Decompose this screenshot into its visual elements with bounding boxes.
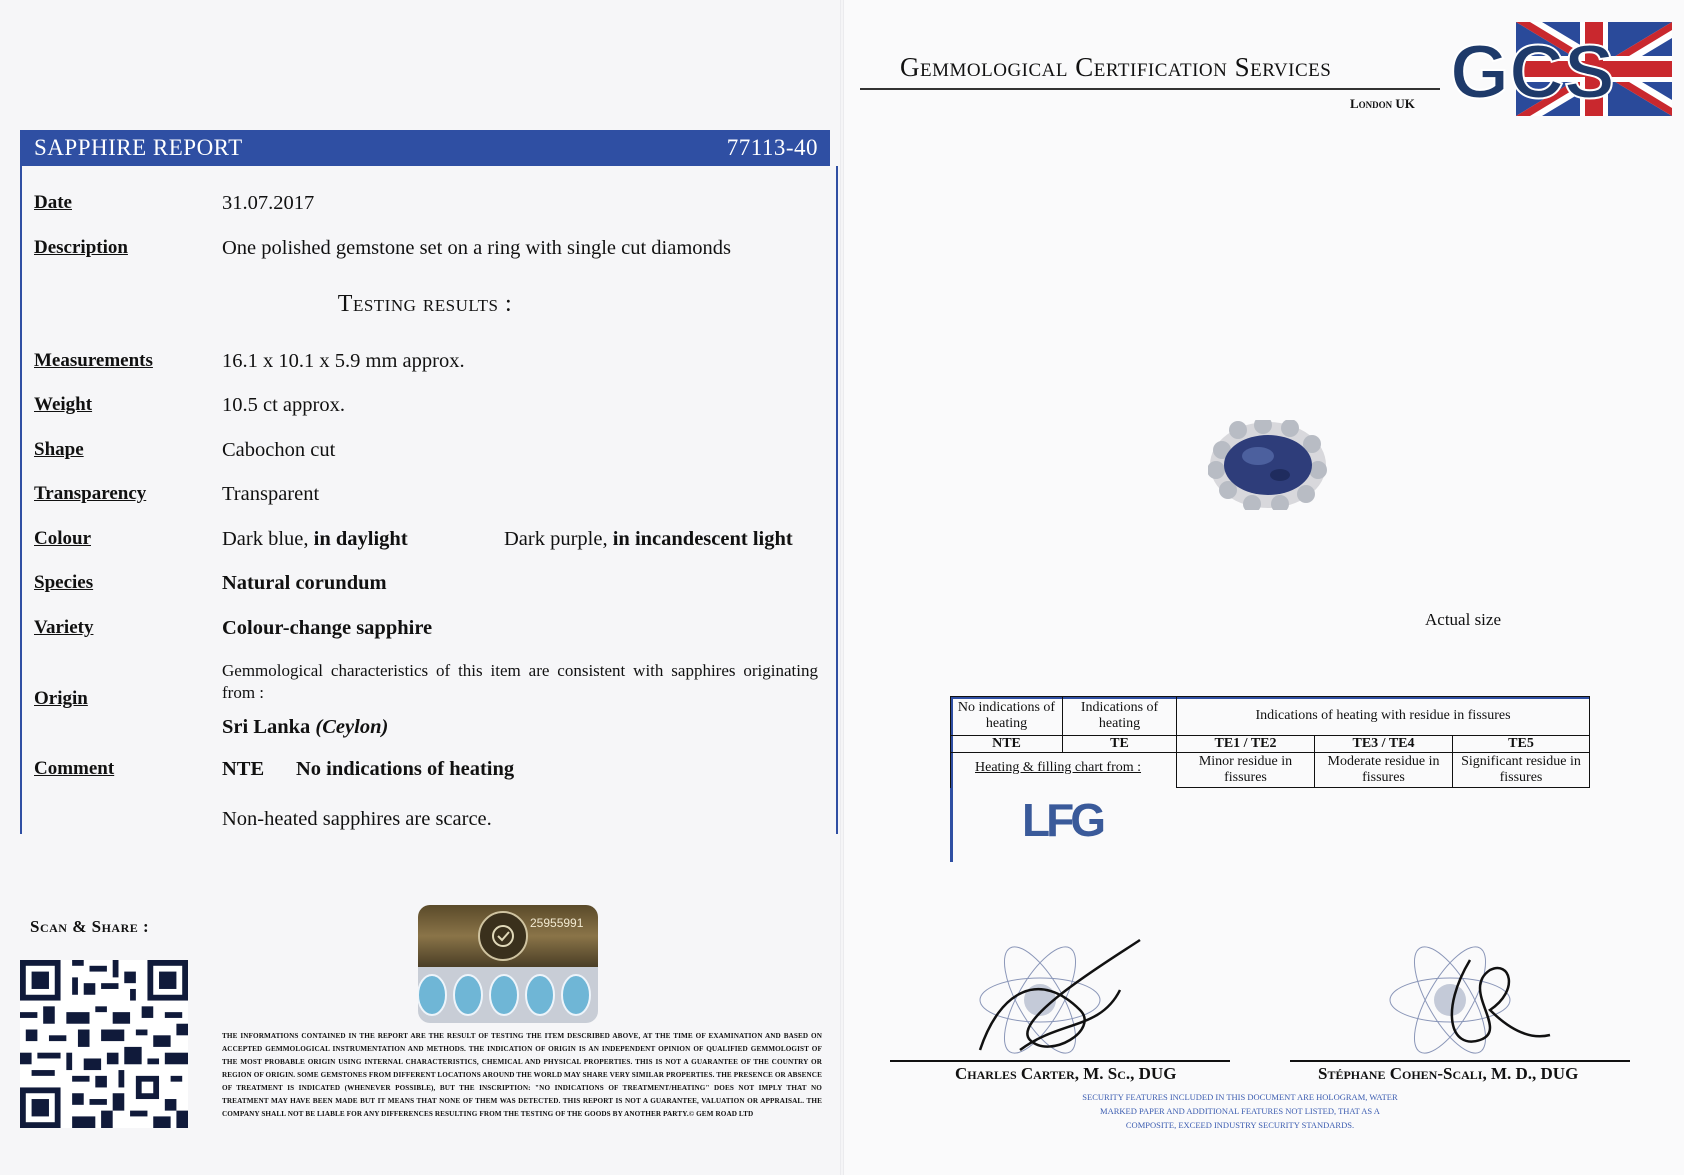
origin-label: Origin [34,688,88,709]
origin-description: Gemmological characteristics of this item are consistent with sapphires originating from : [222,661,818,702]
species-value: Natural corundum [222,572,387,594]
cell-te: TE [1062,735,1177,753]
signature-line-1 [890,1060,1230,1062]
weight-label: Weight [34,394,93,415]
org-location: London UK [1350,96,1415,111]
date-label: Date [34,192,72,213]
colour-inc-value: Dark purple, [504,528,608,550]
signature-cohen-scali-icon [1380,930,1580,1070]
colour-label: Colour [34,528,91,549]
signature-carter-icon [960,930,1160,1070]
cell-te12: TE1 / TE2 [1176,735,1315,753]
org-underline [860,88,1440,90]
origin-alt: (Ceylon) [315,716,389,738]
hologram-seal-icon [418,905,598,1023]
description-label: Description [34,237,128,258]
measurements-value: 16.1 x 10.1 x 5.9 mm approx. [222,350,465,372]
logo-text: GCS [1450,30,1615,115]
transparency-value: Transparent [222,483,320,505]
comment-value: No indications of heating [296,758,515,780]
comment-code: NTE [222,758,265,780]
colour-day-condition: in daylight [313,528,408,550]
org-name: Gemmological Certification Services [900,52,1332,82]
cell-te34: TE3 / TE4 [1314,735,1453,753]
report-header-bar [20,130,830,166]
security-features-note: SECURITY FEATURES INCLUDED IN THIS DOCUMENT ARE HOLOGRAM, WATER MARKED PAPER AND ADDITIONAL FEATURES NOT LISTED, THAT AS A COMPOSITE, EXCEED INDUSTRY SECURITY STANDARDS. [1082,1092,1398,1130]
signatory-1: Charles Carter, M. Sc., DUG [955,1064,1177,1083]
origin-value [222,716,388,739]
variety-label: Variety [34,617,94,638]
origin-country: Sri Lanka [222,716,311,738]
weight-value: 10.5 ct approx. [222,394,345,416]
colour-day-value: Dark blue, [222,528,309,550]
lfg-logo-text: LFG [1022,794,1102,846]
variety-value: Colour-change sapphire [222,617,433,639]
cell-te5: TE5 [1452,735,1590,753]
signature-line-2 [1290,1060,1630,1062]
heating-chart-source[interactable]: Heating & filling chart from : [975,760,1142,775]
actual-size-label: Actual size [1425,610,1501,629]
gcs-logo-icon [1446,18,1676,120]
date-value: 31.07.2017 [222,192,315,214]
cell-divider [950,752,952,788]
cell-indications: Indications of heating [1062,696,1177,736]
cell-minor: Minor residue in fissures [1176,752,1315,788]
ring-gemstone-image [1208,420,1328,510]
comment-label: Comment [34,758,115,779]
cell-moderate: Moderate residue in fissures [1314,752,1453,788]
shape-label: Shape [34,439,84,460]
qr-code-icon[interactable] [20,960,188,1128]
hologram-serial: 25955991 [530,916,584,930]
transparency-label: Transparency [34,483,147,504]
colour-daylight [222,528,408,551]
testing-results-heading: Testing results : [337,291,513,317]
scan-share-label: Scan & Share : [30,917,150,936]
report-number: 77113-40 [726,135,818,160]
cell-nte: NTE [950,735,1063,753]
lfg-logo-icon [1020,790,1108,846]
description-value: One polished gemstone set on a ring with single cut diamonds [222,237,732,259]
legal-disclaimer: THE INFORMATIONS CONTAINED IN THE REPORT ARE THE RESULT OF TESTING THE ITEM DESCRIBED ABOVE, AT THE TIME OF EXAMINATION AND BASED ON ACCEPTED GEMMOLOGICAL INSTRUMENTATION AND METHODS. THE INDICATION OF ORIGIN IS AN INDEPENDENT OPINION OF QUALIFIED GEMMOLOGIST OF THE MOST PROBABLE ORIGIN USING INTERNAL CHARACTERISTICS, CHEMICAL AND PHYSICAL PROPERTIES. THIS IS NOT A GUARANTEE OF THE COUNTRY OR REGION OF ORIGIN. SOME GEMSTONES FROM DIFFERENT LOCATIONS AROUND THE WORLD MAY SHARE VERY SIMILAR PROPERTIES. THE PRESENCE OR ABSENCE OF TREATMENT IS INDICATED (WHENEVER POSSIBLE), BUT THE INSCRIPTION: "NO INDICATIONS OF TREATMENT/HEATING" DOES NOT IMPLY THAT NO TREATMENT MAY HAVE BEEN MADE BUT IT MEANS THAT NONE OF THEM WAS DETECTED. THIS REPORT IS NOT A GUARANTEE, VALUATION OR APPRAISAL. THE COMPANY SHALL NOT BE LIABLE FOR ANY DIFFERENCES RESULTING FROM THE TESTING OF THE GOODS BY ANOTHER PARTY.© GEM ROAD LTD [222,1032,822,1118]
cell-significant: Significant residue in fissures [1452,752,1590,788]
report-title: SAPPHIRE REPORT [34,135,243,160]
note-value: Non-heated sapphires are scarce. [222,808,492,830]
cell-residue-header: Indications of heating with residue in fissures [1176,696,1590,736]
signatory-2: Stéphane Cohen-Scali, M. D., DUG [1318,1064,1579,1083]
colour-incandescent [504,528,793,551]
shape-value: Cabochon cut [222,439,336,461]
colour-inc-condition: in incandescent light [612,528,793,550]
measurements-label: Measurements [34,350,153,371]
species-label: Species [34,572,94,593]
cell-no-indications: No indications of heating [950,696,1063,736]
